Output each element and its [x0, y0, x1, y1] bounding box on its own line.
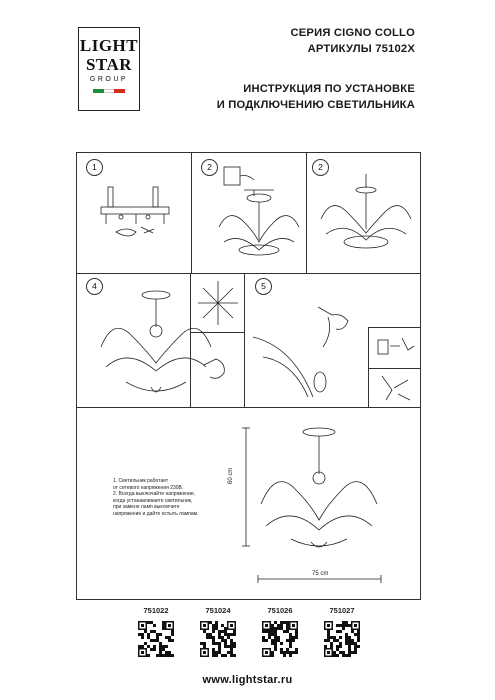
note-line-3: 2. Всегда выключайте напряжение, — [113, 491, 196, 498]
grid-col-divider-1 — [191, 152, 192, 273]
step-number-2b: 2 — [312, 159, 329, 176]
grid-col-divider-2 — [306, 152, 307, 273]
grid-small-divider-2 — [368, 327, 421, 328]
website-link[interactable]: www.lightstar.ru — [202, 674, 293, 686]
step-number-4: 4 — [86, 278, 103, 295]
qr-code-icon[interactable] — [262, 621, 298, 657]
arms-parts-illustration — [194, 278, 242, 328]
articles-title: АРТИКУЛЫ 75102X — [307, 43, 415, 55]
grid-row-divider — [76, 273, 421, 274]
instruction-title-line2: И ПОДКЛЮЧЕНИЮ СВЕТИЛЬНИКА — [216, 99, 415, 111]
grid-left-line — [76, 152, 77, 600]
lamp-replacement-illustration — [248, 287, 368, 405]
width-dimension-label: 75 cm — [312, 571, 329, 577]
grid-top-line — [76, 152, 421, 153]
instruction-title-line1: ИНСТРУКЦИЯ ПО УСТАНОВКЕ — [243, 83, 415, 95]
grid-small-divider-3 — [368, 368, 421, 369]
step-number-1: 1 — [86, 159, 103, 176]
grid-bottom-line — [76, 599, 421, 600]
logo-text-light: LIGHT — [79, 36, 139, 55]
ceiling-mount-illustration — [204, 162, 304, 270]
brand-logo — [78, 27, 140, 111]
instruction-grid — [76, 152, 421, 600]
article-number-1: 751022 — [143, 606, 169, 615]
step-number-5: 5 — [255, 278, 272, 295]
article-number-4: 751027 — [329, 606, 355, 615]
article-number-2: 751024 — [205, 606, 231, 615]
chandelier-assembly-illustration — [316, 174, 416, 270]
article-number-3: 751026 — [267, 606, 293, 615]
note-line-4: когда устанавливаете светильник, — [113, 497, 193, 504]
dimension-drawing — [236, 414, 396, 594]
note-line-2: от сетевого напряжения 230В. — [113, 484, 184, 491]
qr-code-icon[interactable] — [200, 621, 236, 657]
height-dimension-label: 60 cm — [228, 467, 234, 484]
grid-right-line — [420, 152, 421, 600]
note-line-5: при замене ламп выключите — [113, 504, 180, 511]
italian-flag-icon — [93, 89, 125, 93]
qr-code-icon[interactable] — [324, 621, 360, 657]
grid-col-divider-5 — [368, 327, 369, 407]
logo-text-group: GROUP — [89, 76, 129, 83]
step-number-2a: 2 — [201, 159, 218, 176]
bulb-remove-icon — [372, 372, 418, 406]
bulb-insert-icon — [372, 332, 418, 366]
note-line-1: 1. Светильник работает — [113, 478, 169, 484]
series-title: СЕРИЯ CIGNO COLLO — [290, 27, 415, 39]
mounting-bracket-illustration — [86, 177, 186, 267]
logo-text-star: STAR — [85, 55, 133, 74]
qr-code-icon[interactable] — [138, 621, 174, 657]
grid-row-divider-2 — [76, 407, 421, 408]
note-line-6: напряжение и дайте остыть лампам. — [113, 510, 199, 517]
safety-notes — [113, 478, 225, 518]
